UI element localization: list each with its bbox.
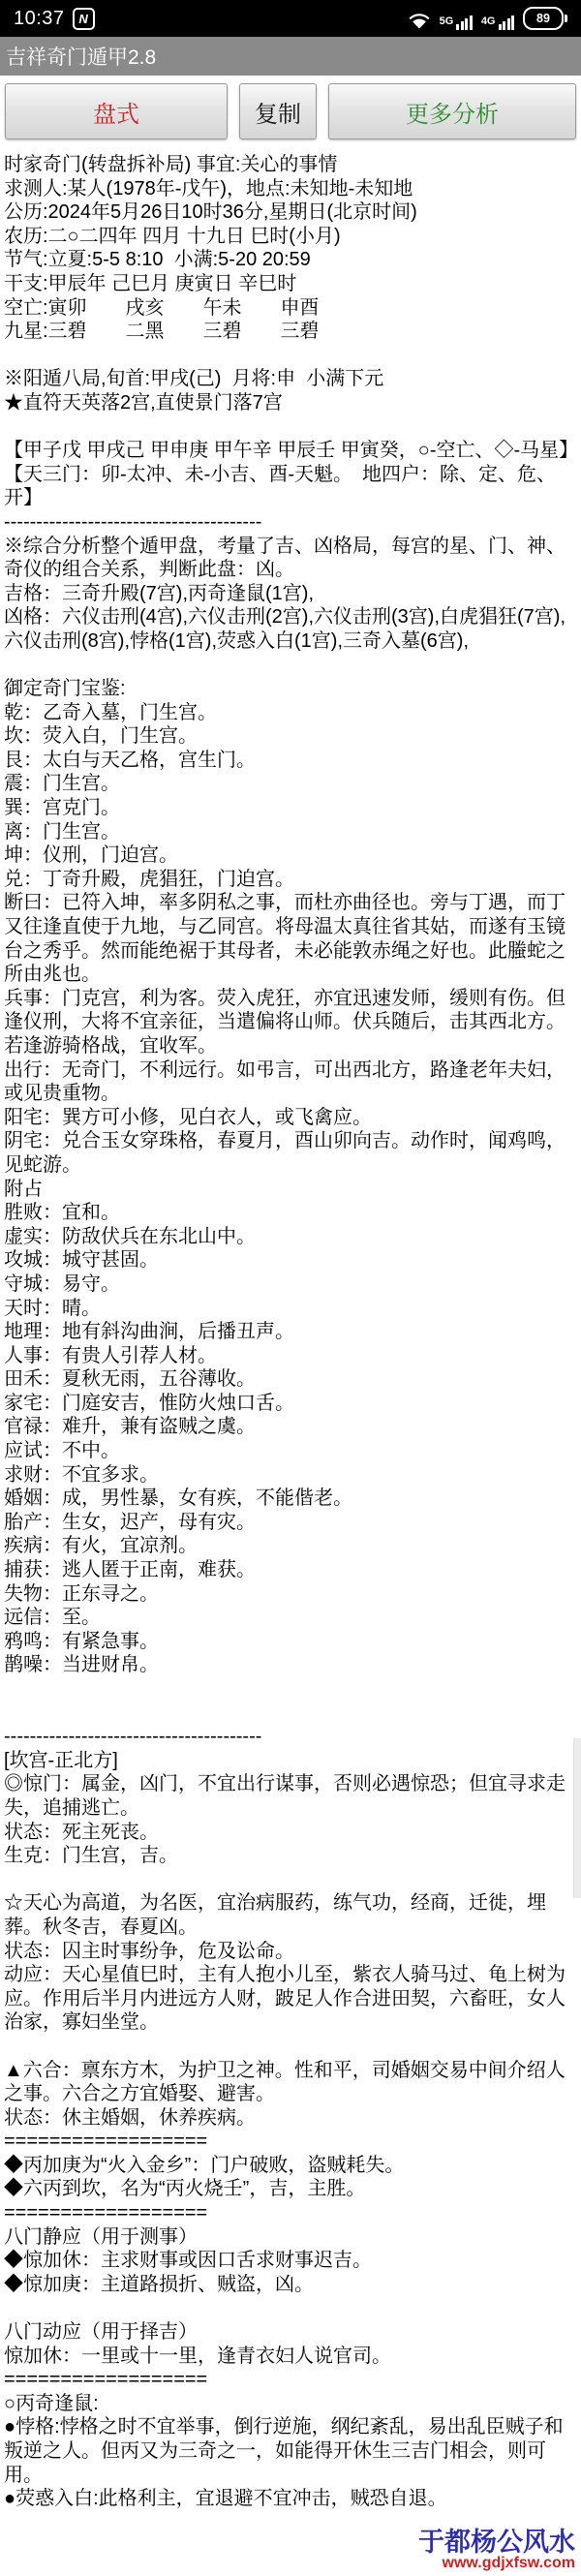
content-line: 出行：无奇门，不利远行。如弔言，可出西北方，路逢老年夫妇，或见贵重物。 xyxy=(4,1058,566,1105)
content-line: ●悖格:悖格之时不宜举事，倒行逆施，纲纪紊乱，易出乱臣贼子和叛逆之人。但丙又为三奇之一，如能得开休生三吉门相会，则可用。 xyxy=(4,2416,564,2486)
content-line: 艮：太白与天乙格，宫生门。 xyxy=(4,749,256,771)
content-line xyxy=(4,1677,577,1702)
app-title: 吉祥奇门遁甲2.8 xyxy=(6,46,157,69)
content-line: 地理：地有斜沟曲涧，后播丑声。 xyxy=(4,1321,294,1343)
watermark xyxy=(418,2529,575,2572)
content-line: 断曰：已符入坤，率多阴私之事，而杜亦曲径也。旁与丁遇，而丁又往逢直使于九地，与乙同宫。将母温太真往省其姑，而遂有玉镜台之秀乎。然而能绝裾于其母者，未必能敦赤绳之好也。此螣蛇之所由兆也。 xyxy=(4,892,566,986)
content-line: 【天三门：卯-太冲、未-小吉、酉-天魁。 地四户：除、定、危、开】 xyxy=(4,463,556,509)
content-line: ○丙奇逢鼠: xyxy=(4,2392,99,2414)
content-line: 状态：囚主时事纷争，危及讼命。 xyxy=(4,1940,294,1962)
content-line: 鸦鸣：有紧急事。 xyxy=(4,1630,159,1652)
content-line: 家宅：门庭安吉，惟防火烛口舌。 xyxy=(4,1392,294,1414)
content-line: 阴宅：兑合玉女穿珠格，春夏月，酉山卯向吉。动作时，闻鸡鸣，见蛇游。 xyxy=(4,1130,566,1176)
content-line: 农历:二○二四年 四月 十九日 巳时(小月) xyxy=(4,225,341,247)
signal-bars-icon xyxy=(456,15,473,30)
title-bar xyxy=(0,37,581,76)
content-line: 状态：死主死丧。 xyxy=(4,1821,159,1843)
content-line: ◆丙加庚为“火入金乡”：门户破败，盗贼耗失。 xyxy=(4,2154,405,2176)
content-line: 坎：荧入白，门生宫。 xyxy=(4,725,198,748)
content-line: 震：门生宫。 xyxy=(4,773,120,795)
pan-style-button[interactable]: 盘式 xyxy=(5,83,228,139)
content-line: 乾：乙奇入墓，门生宫。 xyxy=(4,701,217,723)
nfc-icon: N xyxy=(73,8,95,30)
content-line xyxy=(4,653,577,677)
battery-nub xyxy=(565,15,567,22)
content-line: ▲六合：禀东方木，为护卫之神。性和平，司婚姻交易中间介绍人之事。六合之方宜婚娶、避害。 xyxy=(4,2059,566,2105)
content-line: 疾病：有火，宜凉剂。 xyxy=(4,1535,198,1557)
content-line: 阳宅：巽方可小修，见白衣人，或飞禽应。 xyxy=(4,1106,372,1128)
content-line: 离：门生宫。 xyxy=(4,820,120,843)
content-line xyxy=(4,2035,577,2059)
content-line: ●荧惑入白:此格利主，宜退避不宜冲击，贼恐自退。 xyxy=(4,2488,447,2510)
signal-bars-icon xyxy=(499,15,515,30)
content-line: 守城：易守。 xyxy=(4,1273,120,1295)
content-line: ◆六丙到坎，名为“丙火烧壬”，吉，主胜。 xyxy=(4,2178,366,2200)
content-line: 官禄：难升，兼有盗贼之虞。 xyxy=(4,1416,256,1438)
content-line: ◆惊加休：主求财事或因口舌求财事迟吉。 xyxy=(4,2250,372,2272)
content-line: [坎宫-正北方] xyxy=(4,1749,118,1771)
more-analysis-button[interactable]: 更多分析 xyxy=(328,83,576,139)
content-line: 空亡:寅卯 戌亥 午未 申酉 xyxy=(4,296,320,319)
content-line: 人事：有贵人引荐人材。 xyxy=(4,1344,217,1366)
content-line: 田禾：夏秋无雨，五谷薄收。 xyxy=(4,1368,256,1391)
content-line: 胎产：生女，迟产，母有灾。 xyxy=(4,1511,256,1533)
content-line: 坤：仪刑，门迫宫。 xyxy=(4,844,178,867)
content-line: 鹊噪：当进财帛。 xyxy=(4,1654,159,1676)
content-line: ※阳遁八局,旬首:甲戌(己) 月将:申 小满下元 xyxy=(4,368,384,390)
content-line xyxy=(4,1702,577,1726)
signal-5g xyxy=(440,15,473,30)
signal-4g xyxy=(481,15,514,30)
content-line: 动应：天心星值巳时，主有人抱小儿至，紫衣人骑马过、龟上树为应。作用后半月内进远方人财，跛足人作合进田契，六畜旺，女人治家，寡妇坐堂。 xyxy=(4,1964,566,2034)
content-line: 巽：宫克门。 xyxy=(4,797,120,819)
content-line: 胜败：宜和。 xyxy=(4,1202,120,1224)
content-line: 生克：门生宫，吉。 xyxy=(4,1845,178,1867)
content-line: 八门动应（用于择吉） xyxy=(4,2321,198,2344)
content-line: 凶格：六仪击刑(4宫),六仪击刑(2宫),六仪击刑(3宫),白虎猖狂(7宫),六仪击刑(8宫),悖格(1宫),荧惑入白(1宫),三奇入墓(6宫), xyxy=(4,606,566,652)
battery-percent: 89 xyxy=(523,7,564,30)
content-line: 攻城：城守甚固。 xyxy=(4,1249,159,1272)
content-line: 九星:三碧 二黑 三碧 三碧 xyxy=(4,321,320,343)
content-line: 八门静应（用于测事） xyxy=(4,2225,198,2248)
content-line: 附占 xyxy=(4,1178,43,1200)
content-line: 节气:立夏:5-5 8:10 小满:5-20 20:59 xyxy=(4,249,311,271)
watermark-name: 于都杨公风水 xyxy=(418,2527,575,2557)
content-line xyxy=(4,344,577,368)
content-area xyxy=(0,147,581,2511)
status-bar xyxy=(0,0,581,37)
content-line: ◆惊加庚：主道路损折、贼盗，凶。 xyxy=(4,2273,314,2295)
wifi-icon xyxy=(408,13,431,30)
clock: 10:37 xyxy=(14,7,65,29)
content-line: 【甲子戊 甲戌己 甲申庚 甲午辛 甲辰壬 甲寅癸，○-空亡、◇-马星】 xyxy=(4,440,579,462)
content-line: 时家奇门(转盘拆补局) 事宜:关心的事情 xyxy=(4,154,338,175)
status-left xyxy=(14,8,95,30)
signal-5g-label: 5G xyxy=(439,15,454,27)
status-right xyxy=(408,7,567,30)
content-line: 捕获：逃人匿于正南，难获。 xyxy=(4,1559,256,1581)
content-line: ================== xyxy=(4,2202,208,2224)
content-line: ================== xyxy=(4,2131,208,2153)
content-line: 公历:2024年5月26日10时36分,星期日(北京时间) xyxy=(4,201,417,224)
content-line: 干支:甲辰年 己巳月 庚寅日 辛巳时 xyxy=(4,272,297,294)
battery-icon xyxy=(523,7,567,30)
content-line: 虚实：防敌伏兵在东北山中。 xyxy=(4,1225,256,1247)
content-line: 求财：不宜多求。 xyxy=(4,1463,159,1486)
content-line: 应试：不中。 xyxy=(4,1440,120,1462)
watermark-url: www.gdjxfsw.com xyxy=(442,2555,575,2572)
content-line: 远信：至。 xyxy=(4,1607,101,1629)
content-line: ★直符天英落2宫,直使景门落7宫 xyxy=(4,391,283,414)
content-line: ◎惊门：属金，凶门，不宜出行谋事，否则必遇惊恐；但宜寻求走失，追捕逃亡。 xyxy=(4,1773,566,1819)
content-line: ---------------------------------------- xyxy=(4,510,262,533)
content-line: 吉格：三奇升殿(7宫),丙奇逢鼠(1宫), xyxy=(4,582,314,604)
content-line: 兵事：门克宫，利为客。荧入虎狂，亦宜迅速发师，缓则有伤。但逢仪刑，大将不宜亲征，当遣偏将山师。伏兵随后，击其西北方。若逢游骑格战，宜收军。 xyxy=(4,987,566,1057)
content-line: 失物：正东寻之。 xyxy=(4,1582,159,1605)
content-line xyxy=(4,2296,577,2320)
toolbar xyxy=(0,76,581,147)
content-line: 天时：晴。 xyxy=(4,1297,101,1319)
content-line xyxy=(4,1868,577,1892)
signal-4g-label: 4G xyxy=(480,15,496,27)
content-line xyxy=(4,415,577,440)
content-line: ---------------------------------------- xyxy=(4,1726,262,1748)
content-line: 婚姻：成，男性暴，女有疾，不能偕老。 xyxy=(4,1487,352,1510)
content-line: ================== xyxy=(4,2369,208,2391)
content-line: 御定奇门宝鉴: xyxy=(4,678,126,700)
copy-button[interactable]: 复制 xyxy=(239,83,317,139)
content-line: 求测人:某人(1978年-戊午)，地点:未知地-未知地 xyxy=(4,177,413,199)
content-line: 惊加休：一里或十一里，逢青衣妇人说官司。 xyxy=(4,2345,391,2367)
content-line: ※综合分析整个遁甲盘，考量了吉、凶格局，每宫的星、门、神、奇仪的组合关系，判断此盘：凶。 xyxy=(4,535,566,581)
content-line: 兑：丁奇升殿，虎猖狂，门迫宫。 xyxy=(4,868,294,890)
content-line: 状态：休主婚姻，休养疾病。 xyxy=(4,2106,256,2129)
scrollbar-thumb[interactable] xyxy=(573,1738,581,1898)
content-line: ☆天心为高道，为名医，宜治病服药，练气功，经商，迁徙，埋葬。秋冬吉，春夏凶。 xyxy=(4,1892,546,1938)
